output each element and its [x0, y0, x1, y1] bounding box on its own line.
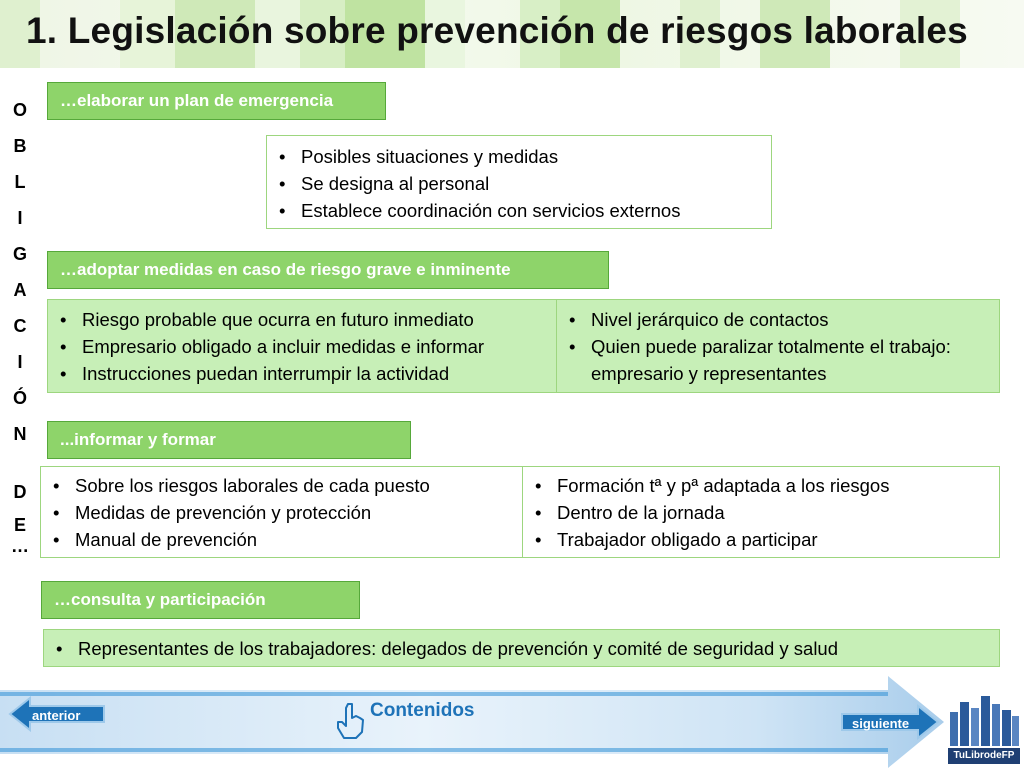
section-header-consultation: …consulta y participación [41, 581, 360, 619]
list-item: • Quien puede paralizar totalmente el trabajo: empresario y representantes [557, 333, 991, 387]
books-logo-icon [948, 690, 1020, 746]
list-item: • Instrucciones puedan interrumpir la actividad [48, 360, 556, 387]
column-right [523, 467, 999, 557]
content-box-emergency-plan [266, 135, 772, 229]
content-box-consultation [43, 629, 1000, 667]
logo [948, 690, 1020, 766]
list-item: • Se designa al personal [267, 170, 771, 197]
list-item: • Manual de prevención [41, 526, 522, 553]
list-item: • Posibles situaciones y medidas [267, 143, 771, 170]
contents-link[interactable] [334, 698, 514, 742]
vertical-letter: D [13, 482, 27, 502]
vertical-letter: A [13, 280, 27, 300]
title-band [0, 0, 1024, 68]
vertical-letter: E [13, 515, 26, 535]
bullet-list [44, 630, 999, 662]
bullet-list [48, 306, 556, 387]
column-right [557, 300, 999, 392]
list-item: • Sobre los riesgos laborales de cada puesto [41, 472, 522, 499]
section-header-emergency-plan: …elaborar un plan de emergencia [47, 82, 386, 120]
list-item: • Establece coordinación con servicios externos [267, 197, 771, 224]
list-item: • Trabajador obligado a participar [523, 526, 999, 553]
column-left [41, 467, 523, 557]
bullet-list [41, 472, 522, 553]
next-button[interactable] [838, 704, 942, 740]
bullet-list [557, 306, 991, 387]
vertical-letter: Ó [12, 388, 27, 408]
next-label: siguiente [852, 716, 910, 731]
vertical-letter: I [17, 352, 23, 372]
section-header-serious-risk: …adoptar medidas en caso de riesgo grave e inminente [47, 251, 609, 289]
list-item: • Nivel jerárquico de contactos [557, 306, 991, 333]
logo-text: TuLibrodeFP [948, 748, 1020, 764]
content-box-inform-train [40, 466, 1000, 558]
footer-nav [0, 676, 1024, 768]
page-title: 1. Legislación sobre prevención de riesgos laborales [26, 10, 968, 51]
list-item: • Dentro de la jornada [523, 499, 999, 526]
vertical-letter: N [13, 424, 27, 444]
list-item: • Empresario obligado a incluir medidas e informar [48, 333, 556, 360]
vertical-gap [8, 452, 32, 474]
bullet-list [267, 136, 771, 224]
vertical-letter: C [13, 316, 27, 336]
list-item: • Formación tª y pª adaptada a los riesgos [523, 472, 999, 499]
vertical-letter: G [12, 244, 27, 264]
vertical-letter: B [13, 136, 27, 156]
content-box-serious-risk [47, 299, 1000, 393]
list-item: • Medidas de prevención y protección [41, 499, 522, 526]
vertical-letter: I [17, 208, 23, 228]
list-item: • Riesgo probable que ocurra en futuro inmediato [48, 306, 556, 333]
column-left [48, 300, 557, 392]
section-header-inform-train: ...informar y formar [47, 421, 411, 459]
vertical-letter: L [14, 172, 26, 192]
prev-label: anterior [32, 708, 81, 723]
list-item: • Representantes de los trabajadores: delegados de prevención y comité de seguridad y salud [44, 635, 999, 662]
bullet-list [523, 472, 999, 553]
hand-pointer-icon [334, 702, 366, 740]
contents-label: Contenidos [370, 700, 475, 721]
vertical-title [8, 92, 32, 554]
prev-button[interactable] [8, 696, 108, 732]
vertical-letter: O [12, 100, 27, 120]
vertical-ellipsis: … [11, 536, 29, 556]
